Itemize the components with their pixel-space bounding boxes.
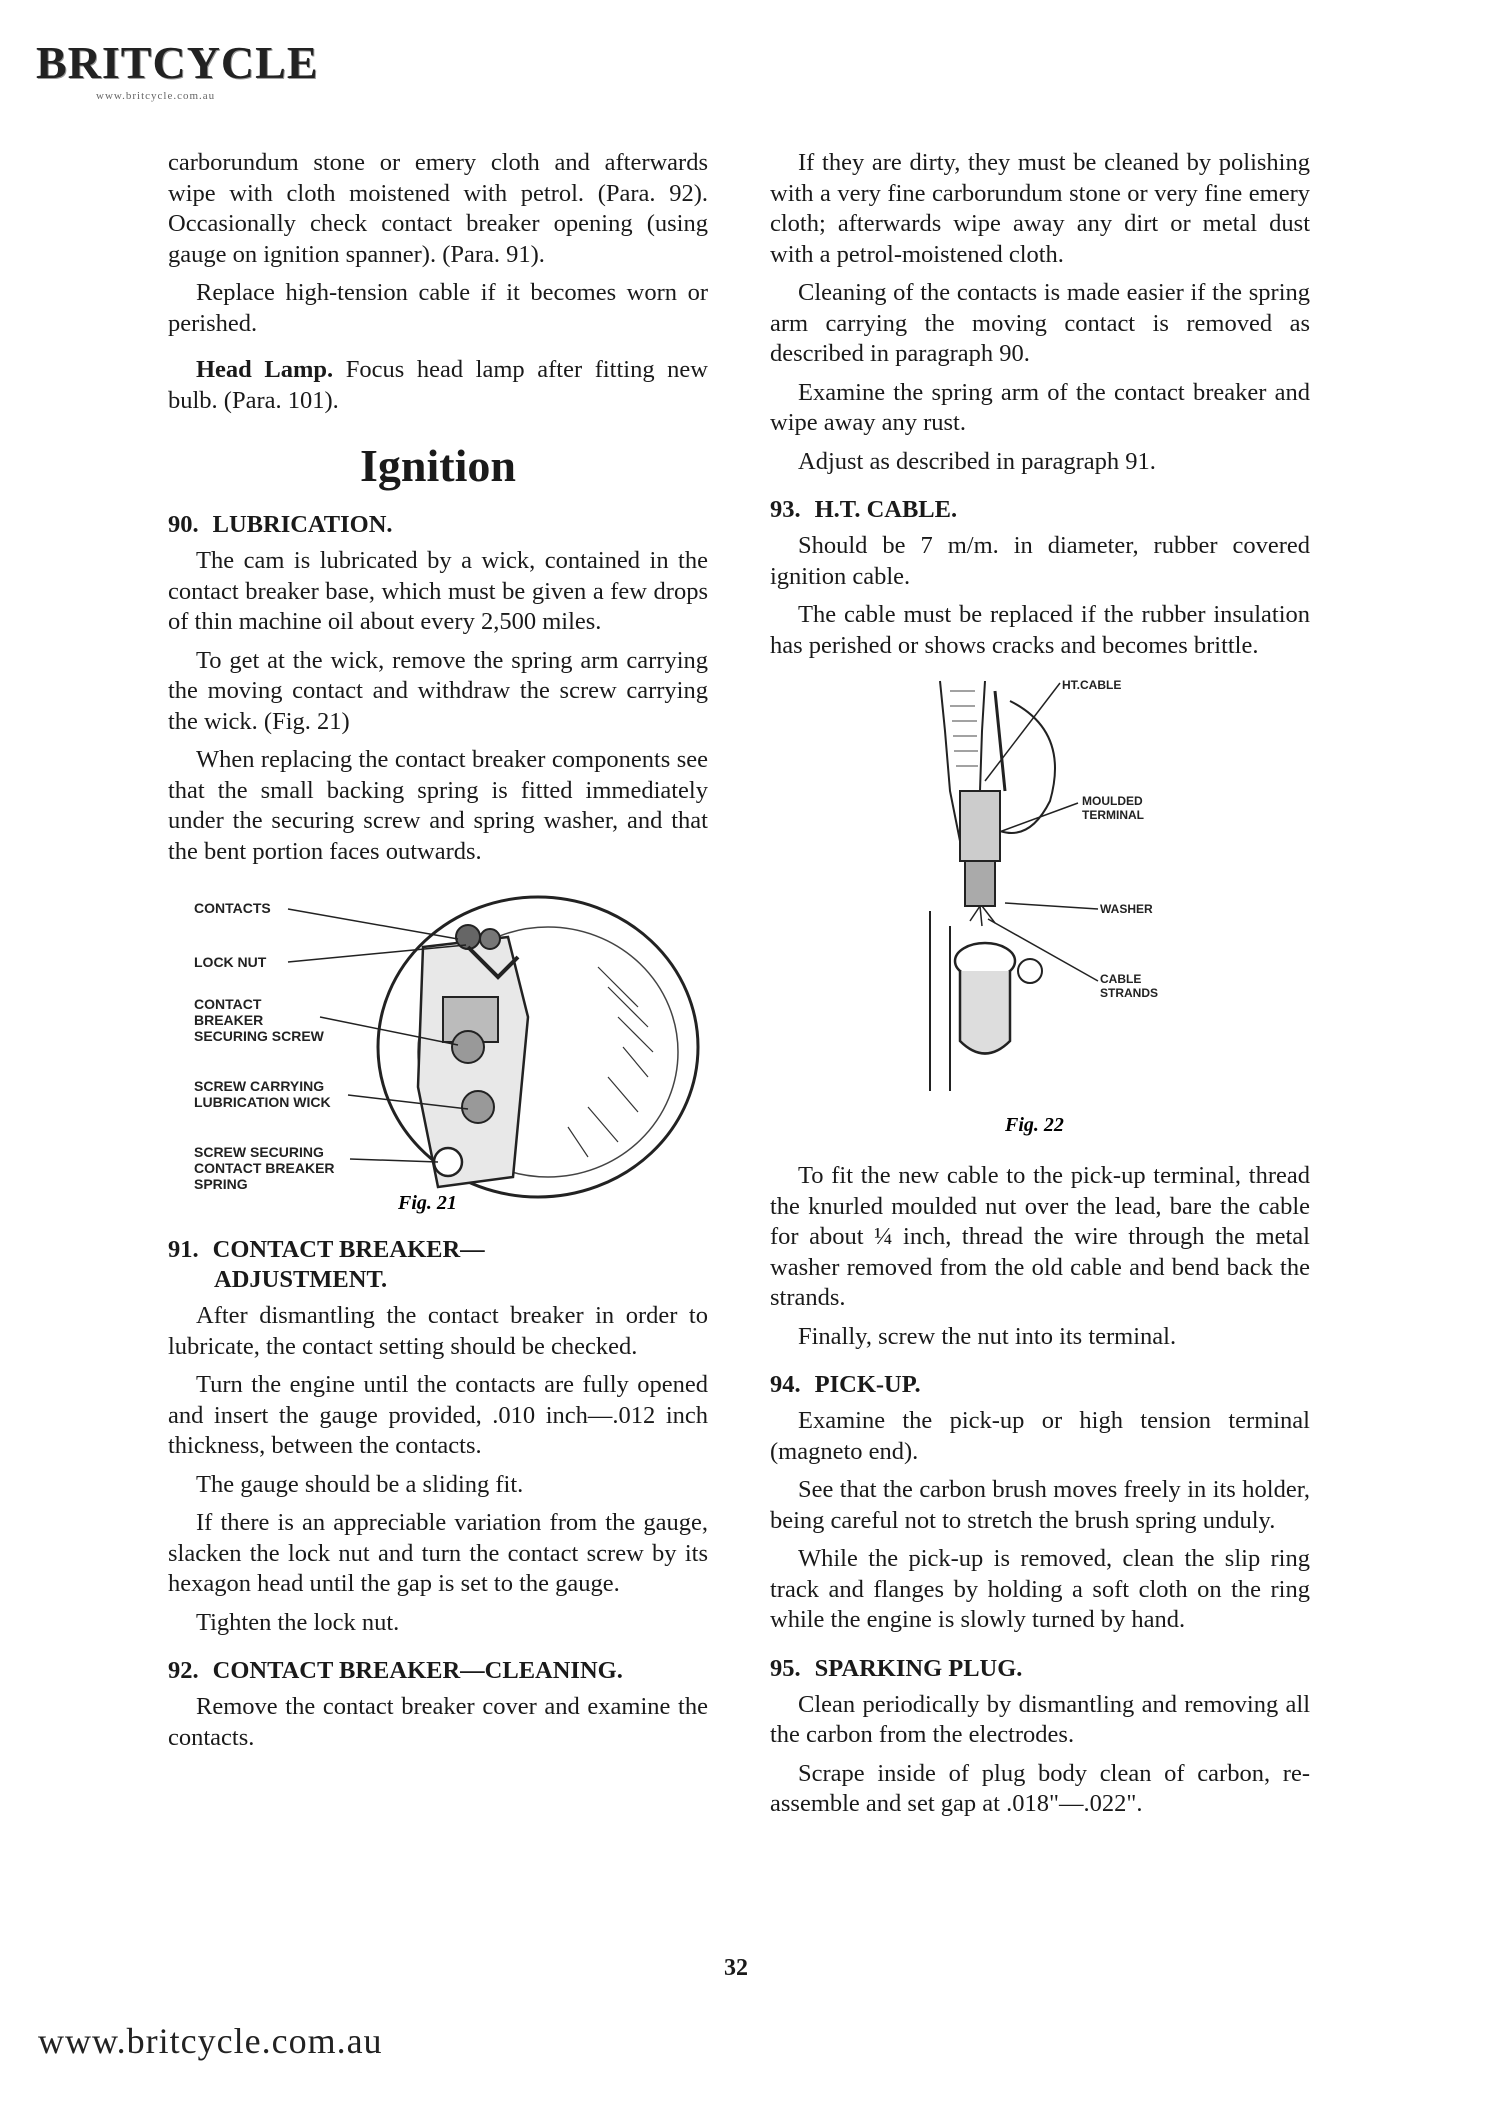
heading-93 [770,495,1310,525]
heading-number: 92. [168,1657,199,1684]
contact-breaker-illustration [168,877,708,1217]
right-column [770,148,1310,1828]
fig21-caption: Fig. 21 [398,1192,457,1214]
paragraph: The cable must be replaced if the rubber insulation has perished or shows cracks and becomes brittle. [770,601,1310,659]
heading-number: 93. [770,496,801,523]
paragraph: Examine the spring arm of the contact breaker and wipe away any rust. [770,378,1310,436]
securing-screw [452,1031,484,1063]
page-number: 32 [724,1955,748,1981]
fig21-label: SCREW SECURING [194,1144,324,1160]
fig21-label: SCREW CARRYING [194,1078,325,1094]
knurled-nut [965,861,995,906]
logo-subtext: www.britcycle.com.au [96,90,216,102]
paragraph: Should be 7 m/m. in diameter, rubber covered ignition cable. [770,532,1310,590]
heading-title-cont: ADJUSTMENT. [214,1266,388,1293]
paragraph: After dismantling the contact breaker in order to lubricate, the contact setting should be checked. [168,1302,708,1360]
britcycle-logo [36,37,319,108]
left-column [168,148,708,1761]
heading-title: PICK-UP. [814,1371,921,1398]
heading-title: CONTACT BREAKER— [212,1236,485,1263]
section-title: Ignition [360,440,516,491]
paragraph: To fit the new cable to the pick-up terminal, thread the knurled moulded nut over the lead, bare the cable for about ¼ inch, thread the wire through the metal washer removed from the old cable and bend back the strands. [770,1162,1310,1311]
fig21-label: SPRING [194,1176,248,1192]
left-paragraph: carborundum stone or emery cloth and afterwards wipe with cloth moistened with petrol. (Para. 92). Occasionally check contact breaker opening (using gauge on ignition spanner). (Para. 91). [168,149,708,268]
paragraph: Turn the engine until the contacts are fully opened and insert the gauge provided, .010 inch—.012 inch thickness, between the contacts. [168,1371,708,1459]
fig22-caption: Fig. 22 [1005,1114,1064,1136]
heading-number: 91. [168,1236,199,1263]
paragraph: Adjust as described in paragraph 91. [798,447,1156,475]
fig22-label: STRANDS [1100,986,1159,1000]
fig22-label: HT.CABLE [1062,678,1122,692]
footer-url: www.britcycle.com.au [38,2021,383,2061]
heading-94 [770,1370,1310,1400]
cable-outline-left [940,681,960,841]
heading-95 [770,1654,1310,1684]
paragraph: Scrape inside of plug body clean of carbon, re-assemble and set gap at .018"—.022". [770,1759,1310,1817]
figure-22 [770,671,1310,1151]
fig21-label: LUBRICATION WICK [194,1094,331,1110]
fig21-label: BREAKER [194,1012,264,1028]
paragraph: Remove the contact breaker cover and examine the contacts. [168,1693,708,1751]
cable-hatching [950,691,978,766]
paragraph: Tighten the lock nut. [196,1608,400,1636]
heading-number: 90. [168,511,199,538]
logo-text: BRITCYCLE [36,37,319,88]
heading-title: CONTACT BREAKER—CLEANING. [212,1657,623,1684]
hand-outline [1000,701,1055,833]
paragraph: Cleaning of the contacts is made easier if the spring arm carrying the moving contact is removed as described in paragraph 90. [770,279,1310,367]
terminal-screw [1018,959,1042,983]
spring-screw [434,1148,462,1176]
heading-92 [168,1656,708,1686]
finger [995,691,1005,791]
paragraph: Finally, screw the nut into its terminal. [798,1322,1177,1350]
paragraph: Clean periodically by dismantling and removing all the carbon from the electrodes. [770,1690,1310,1748]
paragraph: If there is an appreciable variation from the gauge, slacken the lock nut and turn the contact screw by its hexagon head until the gap is set to the gauge. [168,1509,708,1597]
fig22-label: WASHER [1100,902,1153,916]
heading-title: H.T. CABLE. [814,496,958,523]
fig21-label: LOCK NUT [194,954,267,970]
paragraph: If they are dirty, they must be cleaned by polishing with a very fine carborundum stone or very fine emery cloth; afterwards wipe away any dirt or metal dust with a petrol-moistened cloth. [770,149,1310,268]
heading-number: 94. [770,1371,801,1398]
paragraph: The gauge should be a sliding fit. [196,1470,524,1498]
terminal-body [960,971,1010,1054]
heading-title: LUBRICATION. [212,511,393,538]
hatching [568,967,653,1157]
fig22-label: MOULDED [1082,794,1143,808]
paragraph: While the pick-up is removed, clean the slip ring track and flanges by holding a soft cloth on the ring while the engine is slowly turned by hand. [770,1545,1310,1633]
heading-title: SPARKING PLUG. [814,1654,1023,1682]
paragraph: Examine the pick-up or high tension terminal (magneto end). [770,1407,1310,1465]
fig21-label: CONTACTS [194,900,271,916]
body-outline [930,911,950,1091]
fig22-label: TERMINAL [1082,808,1144,822]
paragraph: See that the carbon brush moves freely in its holder, being careful not to stretch the brush spring unduly. [770,1476,1310,1534]
heading-90 [168,510,708,540]
ht-cable-illustration [770,671,1310,1151]
wick-screw [462,1091,494,1123]
figure-21 [168,877,708,1217]
fig21-label: CONTACT [194,996,262,1012]
head-lamp-text: Focus head lamp after fitting new bulb. (Para. 101). [168,356,708,414]
cable-strands [970,906,995,926]
heading-91 [168,1235,708,1295]
paragraph: To get at the wick, remove the spring arm carrying the moving contact and withdraw the screw carrying the wick. (Fig. 21) [168,646,708,735]
fig21-label: SECURING SCREW [194,1028,324,1044]
head-lamp-label: Head Lamp. [196,356,334,383]
lock-nut [480,929,500,949]
moulded-terminal [960,791,1000,861]
head-lamp-paragraph [168,355,708,416]
fig21-label: CONTACT BREAKER [194,1160,335,1176]
left-paragraph: Replace high-tension cable if it becomes worn or perished. [168,279,708,337]
paragraph: The cam is lubricated by a wick, contained in the contact breaker base, which must be given a few drops of thin machine oil about every 2,500 miles. [168,547,708,635]
paragraph: When replacing the contact breaker components see that the small backing spring is fitted immediately under the securing screw and spring washer, and that the bent portion faces outwards. [168,746,708,865]
fig22-label: CABLE [1100,972,1142,986]
heading-number: 95. [770,1654,801,1682]
